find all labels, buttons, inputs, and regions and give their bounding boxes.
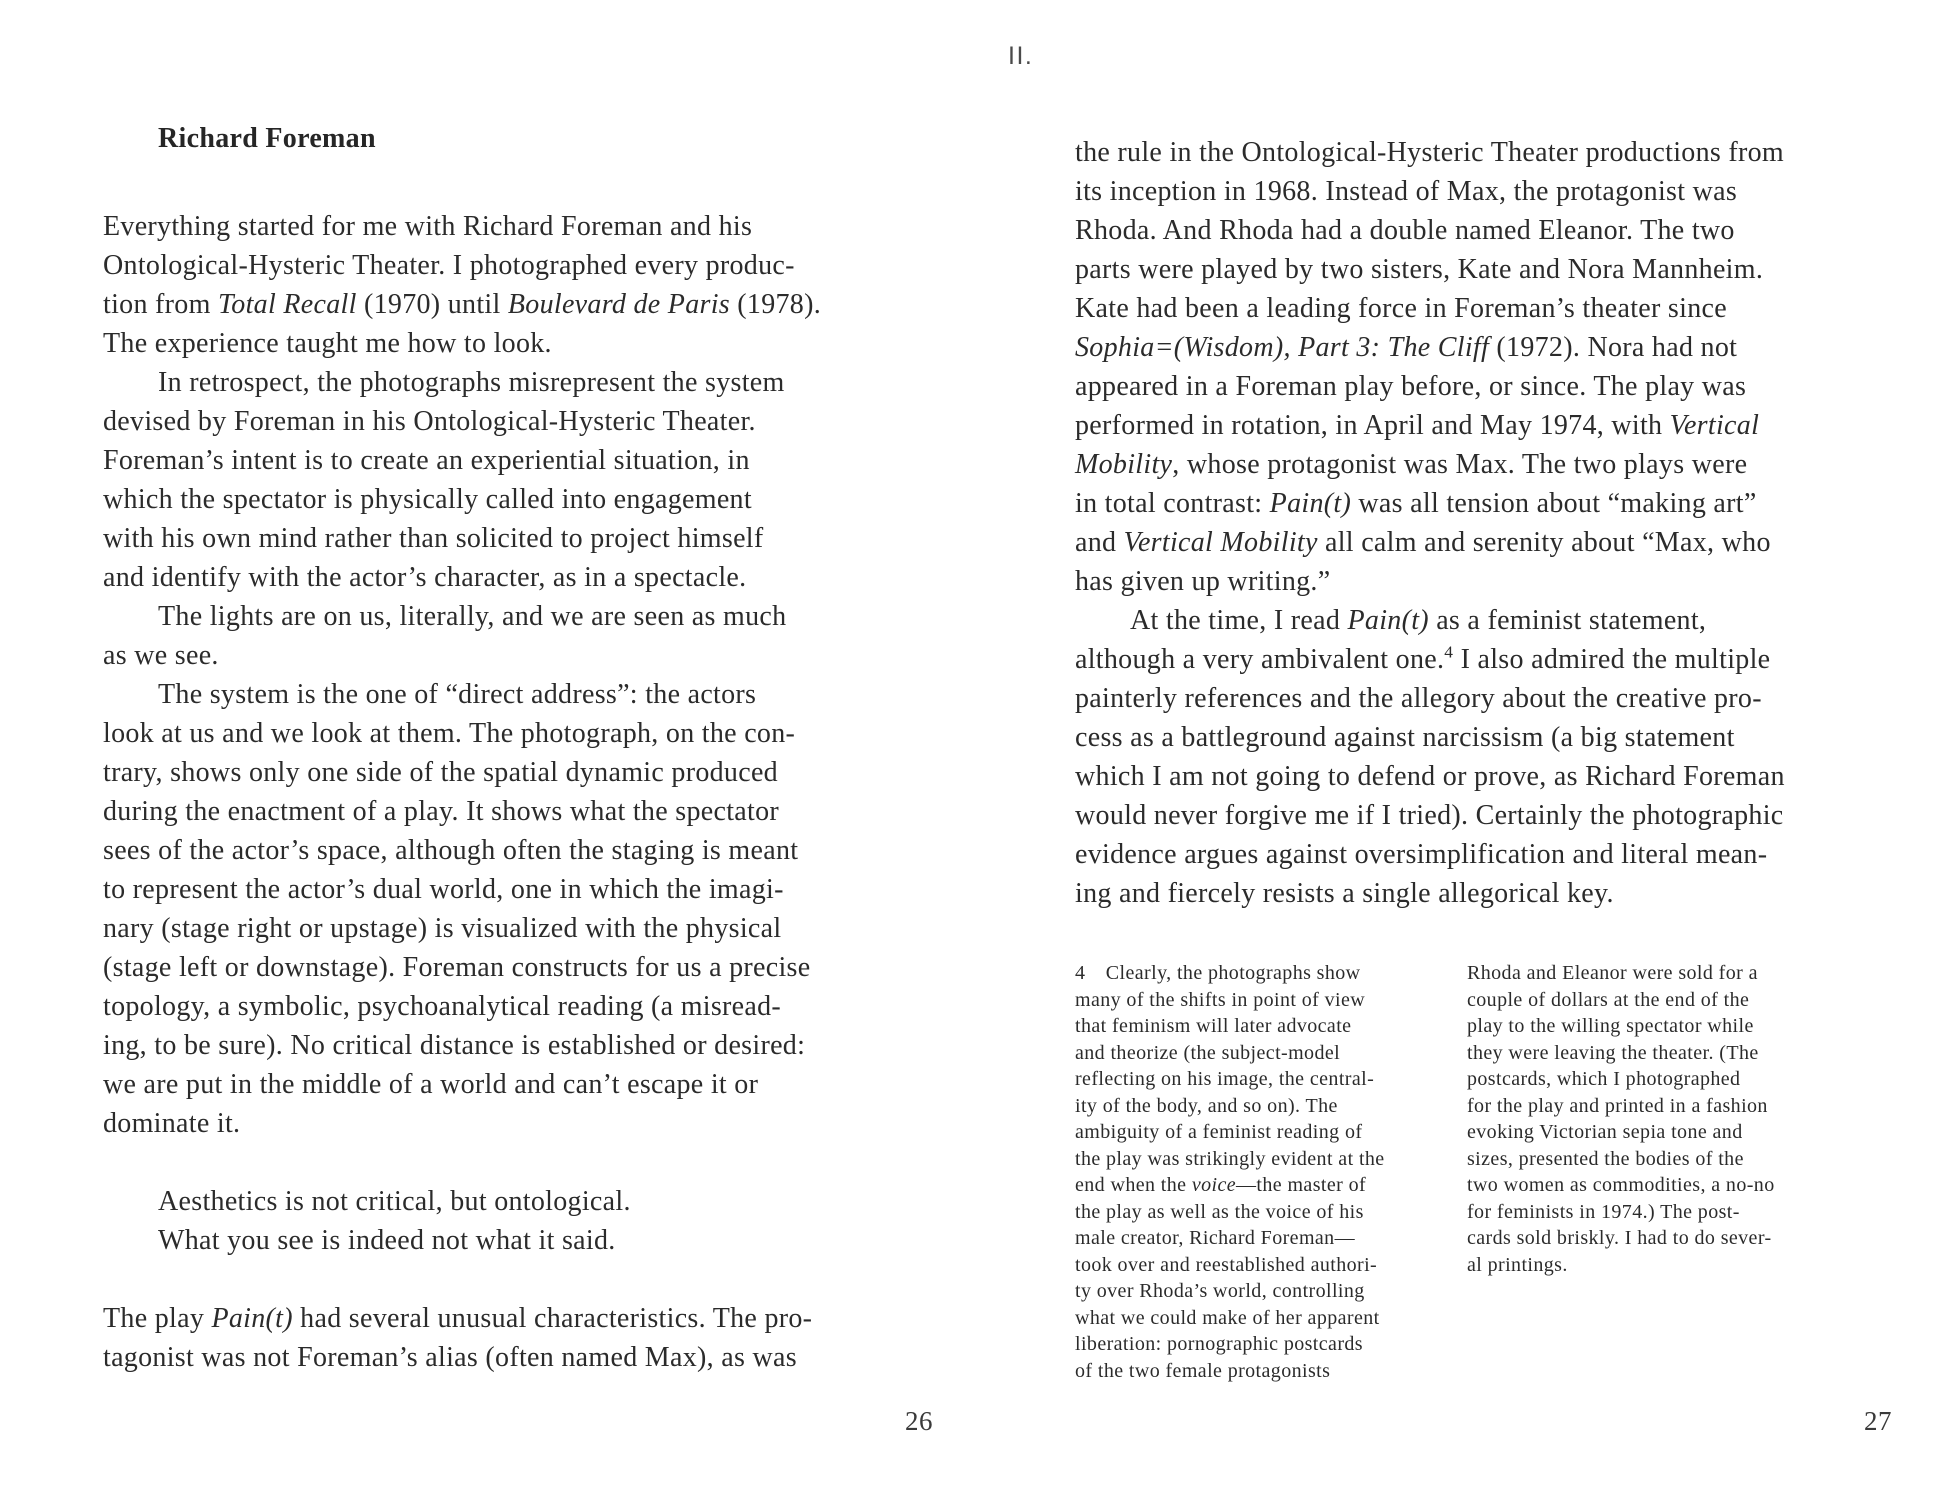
text-line: male creator, Richard Foreman— (1075, 1227, 1355, 1249)
text-line: took over and reestablished authori- (1075, 1253, 1378, 1276)
text-line: Rhoda and Eleanor were sold for a (1467, 962, 1758, 984)
text-line: the play was strikingly evident at the (1075, 1147, 1385, 1170)
text-line: What you see is indeed not what it said. (158, 1225, 616, 1256)
text-line: (stage left or downstage). Foreman constructs for us a precise (103, 952, 811, 983)
text-line: parts were played by two sisters, Kate and Nora Mannheim. (1075, 254, 1764, 285)
text-line: dominate it. (103, 1108, 241, 1139)
paragraph (1075, 601, 1875, 913)
text-line: appeared in a Foreman play before, or since. The play was (1075, 371, 1747, 402)
paragraph (103, 1182, 903, 1260)
text-line: topology, a symbolic, psychoanalytical reading (a misread- (103, 991, 782, 1022)
text-line: postcards, which I photographed (1467, 1068, 1741, 1090)
text-line: Everything started for me with Richard Foreman and his (103, 211, 753, 242)
text-line: we are put in the middle of a world and can’t escape it or (103, 1069, 759, 1100)
text-line: ity of the body, and so on). The (1075, 1094, 1338, 1117)
text-line: Rhoda. And Rhoda had a double named Eleanor. The two (1075, 215, 1735, 246)
text-line: ing and fiercely resists a single allegorical key. (1075, 878, 1614, 909)
text-line: evidence argues against oversimplification and literal mean- (1075, 839, 1768, 870)
text-line: devised by Foreman in his Ontological-Hysteric Theater. (103, 406, 756, 437)
footnote-column-2 (1467, 960, 1839, 1384)
text-line: its inception in 1968. Instead of Max, the protagonist was (1075, 176, 1738, 207)
text-line: tagonist was not Foreman’s alias (often named Max), as was (103, 1342, 797, 1373)
text-line: and Vertical Mobility all calm and serenity about “Max, who (1075, 527, 1771, 558)
text-line: Sophia=(Wisdom), Part 3: The Cliff (1972). Nora had not (1075, 332, 1738, 363)
text-line: during the enactment of a play. It shows what the spectator (103, 796, 780, 827)
text-line: In retrospect, the photographs misrepresent the system (158, 367, 785, 398)
left-body-text (103, 207, 903, 1377)
text-line: evoking Victorian sepia tone and (1467, 1121, 1743, 1143)
text-line: for the play and printed in a fashion (1467, 1094, 1768, 1117)
text-line: play to the willing spectator while (1467, 1015, 1754, 1037)
text-line: of the two female protagonists (1075, 1359, 1331, 1382)
text-line: nary (stage right or upstage) is visualized with the physical (103, 913, 782, 944)
text-line: al printings. (1467, 1253, 1568, 1276)
text-line: ing, to be sure). No critical distance is established or desired: (103, 1030, 806, 1061)
text-line: cards sold briskly. I had to do sever- (1467, 1227, 1772, 1249)
text-line: Ontological-Hysteric Theater. I photographed every produc- (103, 250, 795, 281)
chapter-heading: Richard Foreman (158, 123, 376, 154)
text-line: Foreman’s intent is to create an experiential situation, in (103, 445, 750, 476)
text-line: what we could make of her apparent (1075, 1306, 1380, 1329)
text-line: The system is the one of “direct address”: the actors (158, 679, 757, 710)
text-line: trary, shows only one side of the spatial dynamic produced (103, 757, 778, 788)
page-number-right: 27 (1864, 1406, 1892, 1436)
paragraph (103, 363, 903, 597)
paragraph (103, 675, 903, 1143)
text-line: The lights are on us, literally, and we are seen as much (158, 601, 787, 632)
paragraph (1075, 133, 1875, 601)
text-line: 4 Clearly, the photographs show (1075, 962, 1361, 984)
page-number-left: 26 (905, 1406, 933, 1436)
text-line: the rule in the Ontological-Hysteric Theater productions from (1075, 137, 1785, 168)
paragraph (103, 1299, 903, 1377)
text-line: Kate had been a leading force in Foreman’s theater since (1075, 293, 1727, 324)
text-line: although a very ambivalent one.$^4$ I also admired the multiple (1075, 642, 1771, 675)
text-line: The play Pain(t) had several unusual characteristics. The pro- (103, 1303, 813, 1334)
text-line: many of the shifts in point of view (1075, 988, 1366, 1011)
text-line: Aesthetics is not critical, but ontological. (158, 1186, 631, 1217)
text-line: the play as well as the voice of his (1075, 1200, 1364, 1223)
text-line: sizes, presented the bodies of the (1467, 1147, 1744, 1170)
text-line: which I am not going to defend or prove, as Richard Foreman (1075, 761, 1785, 792)
text-line: two women as commodities, a no-no (1467, 1174, 1775, 1196)
footnote (1075, 960, 1875, 1384)
section-marker: II. (1008, 42, 1034, 70)
text-line: couple of dollars at the end of the (1467, 988, 1750, 1011)
text-line: look at us and we look at them. The photograph, on the con- (103, 718, 796, 749)
text-line: cess as a battleground against narcissism (a big statement (1075, 722, 1735, 753)
text-line: with his own mind rather than solicited to project himself (103, 523, 764, 554)
text-line: to represent the actor’s dual world, one in which the imagi- (103, 874, 784, 905)
text-line: they were leaving the theater. (The (1467, 1041, 1759, 1064)
right-body-text (1075, 133, 1875, 913)
text-line: ambiguity of a feminist reading of (1075, 1121, 1363, 1143)
text-line: tion from Total Recall (1970) until Boulevard de Paris (1978). (103, 289, 822, 320)
text-line: end when the voice—the master of (1075, 1174, 1367, 1196)
page-right (1075, 133, 1875, 1384)
text-line: At the time, I read Pain(t) as a feminist statement, (1130, 605, 1707, 636)
footnote-column-1 (1075, 960, 1425, 1384)
text-line: reflecting on his image, the central- (1075, 1068, 1375, 1090)
text-line: The experience taught me how to look. (103, 328, 552, 359)
paragraph (103, 207, 903, 363)
text-line: painterly references and the allegory about the creative pro- (1075, 683, 1762, 714)
text-line: for feminists in 1974.) The post- (1467, 1200, 1740, 1223)
text-line: and identify with the actor’s character, as in a spectacle. (103, 562, 747, 593)
text-line: which the spectator is physically called into engagement (103, 484, 752, 515)
text-line: performed in rotation, in April and May 1974, with Vertical (1075, 410, 1760, 441)
text-line: would never forgive me if I tried). Certainly the photographic (1075, 800, 1784, 831)
text-line: ty over Rhoda’s world, controlling (1075, 1280, 1365, 1302)
text-line: Mobility, whose protagonist was Max. The two plays were (1075, 449, 1748, 480)
text-line: and theorize (the subject-model (1075, 1041, 1341, 1064)
text-line: that feminism will later advocate (1075, 1015, 1352, 1037)
text-line: sees of the actor’s space, although often the staging is meant (103, 835, 799, 866)
text-line: liberation: pornographic postcards (1075, 1333, 1363, 1355)
text-line: in total contrast: Pain(t) was all tension about “making art” (1075, 488, 1757, 519)
text-line: as we see. (103, 640, 219, 671)
page-left (103, 121, 903, 1377)
text-line: has given up writing.” (1075, 566, 1331, 597)
paragraph (103, 597, 903, 675)
